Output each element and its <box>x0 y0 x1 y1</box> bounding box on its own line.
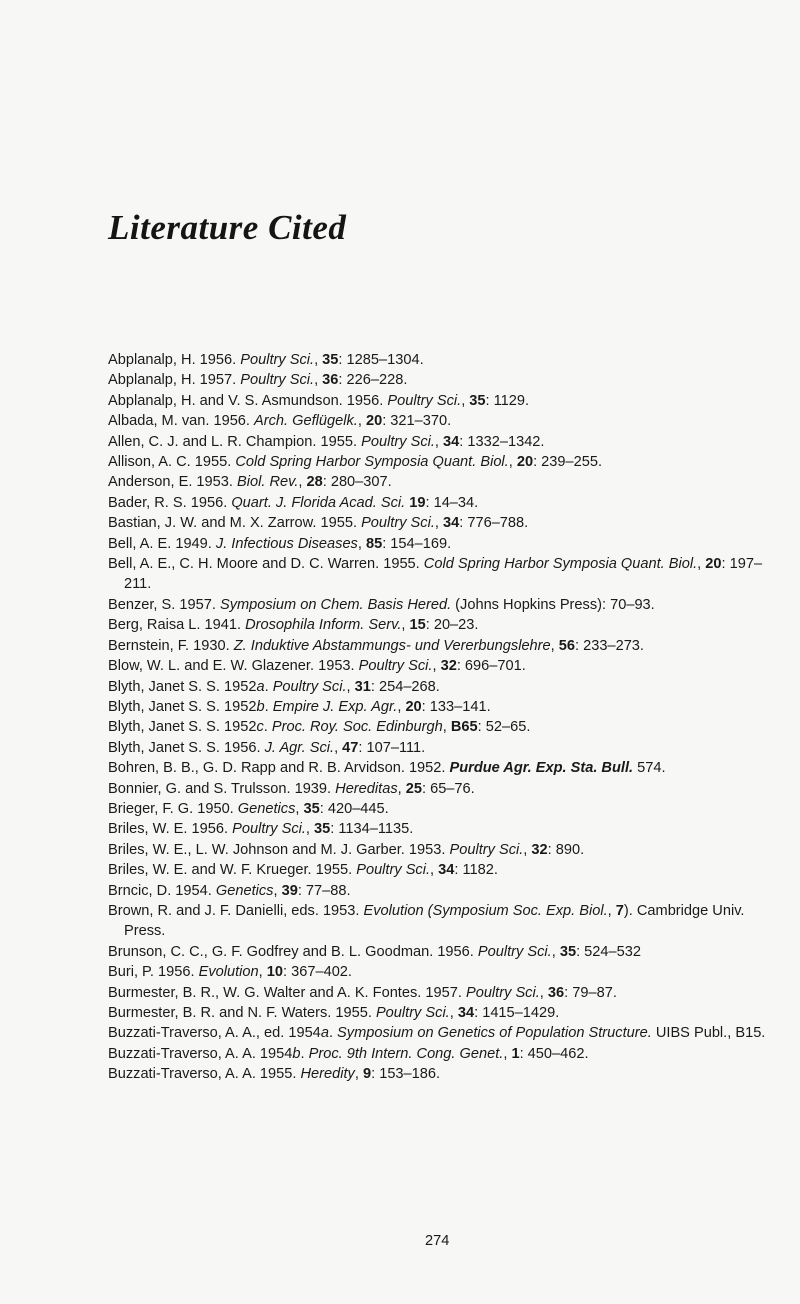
reference-text: : 154–169. <box>382 535 452 552</box>
reference-entry <box>108 615 773 635</box>
reference-text: 36 <box>547 984 565 1001</box>
reference-entry <box>108 432 773 452</box>
reference-text: Poultry Sci. <box>477 943 552 960</box>
reference-text: Drosophila Inform. Serv. <box>245 617 402 634</box>
reference-text: Abplanalp, H. 1957. <box>108 372 241 389</box>
reference-text: Poultry Sci. <box>449 841 524 858</box>
reference-text: Proc. Roy. Soc. Edinburgh <box>271 719 443 736</box>
reference-text: : 450–462. <box>519 1045 589 1062</box>
reference-text: , <box>305 821 315 838</box>
reference-text: Symposium on Genetics of Population Structure. <box>337 1025 652 1042</box>
reference-text: Purdue Agr. Exp. Sta. Bull. <box>449 760 634 777</box>
reference-entry <box>108 758 773 778</box>
reference-entry <box>108 595 773 615</box>
reference-text: Poultry Sci. <box>272 678 347 695</box>
reference-text: , <box>523 841 532 858</box>
reference-text: 47 <box>342 739 359 756</box>
reference-text: 35 <box>314 821 331 838</box>
reference-entry <box>108 493 773 513</box>
reference-text: Blyth, Janet S. S. 1956. <box>108 739 265 756</box>
reference-entry <box>108 350 773 370</box>
reference-text: c <box>256 719 264 736</box>
reference-text: , <box>551 943 560 960</box>
reference-text: Empire J. Exp. Agr. <box>272 698 398 715</box>
reference-text: Genetics <box>215 882 274 899</box>
reference-text: 85 <box>365 535 383 552</box>
reference-text: 34 <box>438 862 455 879</box>
reference-text: Briles, W. E., L. W. Johnson and M. J. Garber. 1953. <box>108 841 450 858</box>
reference-text: 35 <box>469 392 486 409</box>
reference-text: Poultry Sci. <box>358 658 433 675</box>
reference-text: Briles, W. E. and W. F. Krueger. 1955. <box>108 862 357 879</box>
reference-text: Proc. 9th Intern. Cong. Genet. <box>308 1045 504 1062</box>
reference-text: . <box>264 698 273 715</box>
reference-entry <box>108 840 773 860</box>
reference-text: Biol. Rev. <box>237 474 299 491</box>
reference-text: , <box>461 392 470 409</box>
reference-text: Poultry Sci. <box>232 821 306 838</box>
reference-text: Anderson, E. 1953. <box>108 474 237 491</box>
reference-text: : 239–255. <box>533 454 603 471</box>
reference-text: Buzzati-Traverso, A. A. 1955. <box>108 1066 301 1083</box>
reference-entry <box>108 554 773 595</box>
reference-text: . <box>264 678 273 695</box>
reference-text: : 226–228. <box>338 372 408 389</box>
reference-text: Poultry Sci. <box>465 984 540 1001</box>
reference-entry <box>108 697 773 717</box>
reference-text: Poultry Sci. <box>240 352 315 368</box>
reference-text: , <box>354 1066 363 1083</box>
reference-text: Blyth, Janet S. S. 1952 <box>108 719 257 736</box>
reference-text: , <box>449 1005 458 1021</box>
reference-entry <box>108 370 773 390</box>
reference-text: : 77–88. <box>297 882 351 899</box>
reference-list <box>108 350 773 1085</box>
reference-text: , <box>697 556 706 573</box>
reference-text: : 1182. <box>454 862 498 879</box>
reference-text: : 321–370. <box>382 413 452 430</box>
reference-text: Albada, M. van. 1956. <box>108 413 255 430</box>
page-number: 274 <box>425 1233 450 1249</box>
reference-text: , <box>314 372 323 389</box>
reference-text: : 153–186. <box>371 1066 441 1083</box>
reference-text: : 367–402. <box>283 964 352 981</box>
reference-text: : 1332–1342. <box>459 433 545 450</box>
reference-text: Brown, R. and J. F. Danielli, eds. 1953. <box>108 902 364 919</box>
reference-text: Cold Spring Harbor Symposia Quant. Biol. <box>235 454 509 471</box>
reference-text: Poultry Sci. <box>361 433 435 450</box>
reference-text: , <box>430 862 439 879</box>
reference-text: Benzer, S. 1957. <box>108 596 220 613</box>
reference-text: 20 <box>365 413 383 430</box>
reference-text: Allison, A. C. 1955. <box>108 454 236 471</box>
reference-text: Berg, Raisa L. 1941. <box>108 617 246 634</box>
reference-text: : 1129. <box>485 392 530 409</box>
reference-text: 15 <box>409 617 426 634</box>
reference-text: Bastian, J. W. and M. X. Zarrow. 1955. <box>108 515 362 532</box>
reference-text: Blow, W. L. and E. W. Glazener. 1953. <box>108 658 359 675</box>
reference-text: J. Infectious Diseases <box>215 535 358 552</box>
reference-text: 574. <box>633 760 666 777</box>
reference-text: 32 <box>531 841 548 858</box>
reference-text: Briles, W. E. 1956. <box>108 821 233 838</box>
reference-entry <box>108 717 773 737</box>
reference-text: Abplanalp, H. 1956. <box>108 352 241 368</box>
reference-text: 39 <box>281 882 298 899</box>
reference-text: Symposium on Chem. Basis Hered. <box>219 596 452 613</box>
reference-text: Brncic, D. 1954. <box>108 882 216 899</box>
reference-entry <box>108 799 773 819</box>
reference-entry <box>108 677 773 697</box>
reference-text: Z. Induktive Abstammungs- und Vererbungslehre <box>233 637 551 654</box>
reference-text: Quart. J. Florida Acad. Sci. <box>231 494 406 511</box>
reference-text: , <box>401 617 410 634</box>
reference-text: , <box>314 352 323 368</box>
reference-entry <box>108 472 773 492</box>
reference-text: , <box>550 637 559 654</box>
reference-text: Cold Spring Harbor Symposia Quant. Biol. <box>423 556 698 573</box>
reference-text: (Johns Hopkins Press): 70–93. <box>451 596 655 613</box>
reference-text: : 524–532 <box>576 943 641 960</box>
reference-text: 34 <box>443 433 460 450</box>
reference-text: Bell, A. E. 1949. <box>108 535 216 552</box>
reference-text: : 233–273. <box>575 637 644 654</box>
reference-entry <box>108 636 773 656</box>
reference-text: , <box>434 433 444 450</box>
reference-text: : 52–65. <box>477 719 531 736</box>
reference-text: J. Agr. Sci. <box>264 739 335 756</box>
reference-entry <box>108 819 773 839</box>
reference-text: : 1285–1304. <box>338 352 424 368</box>
reference-text: 35 <box>303 800 320 817</box>
reference-entry <box>108 1023 773 1043</box>
reference-text: : 79–87. <box>564 984 617 1001</box>
reference-text: : 1134–1135. <box>330 821 414 838</box>
reference-text: Bader, R. S. 1956. <box>108 494 232 511</box>
reference-text: 34 <box>457 1005 475 1021</box>
reference-text: b <box>292 1045 301 1062</box>
reference-text: : 107–111. <box>358 739 426 756</box>
reference-text: Burmester, B. R. and N. F. Waters. 1955. <box>108 1005 376 1021</box>
reference-text: , <box>295 800 304 817</box>
reference-text: 35 <box>559 943 577 960</box>
reference-text: 25 <box>405 780 422 797</box>
reference-text: Poultry Sci. <box>240 372 315 389</box>
reference-text: Poultry Sci. <box>356 862 431 879</box>
reference-text: : 14–34. <box>425 494 479 511</box>
reference-text: Heredity <box>300 1066 355 1083</box>
reference-text: , <box>607 902 616 919</box>
reference-entry <box>108 534 773 554</box>
reference-text: , <box>258 964 267 981</box>
reference-entry <box>108 513 773 533</box>
reference-entry <box>108 860 773 880</box>
reference-text: Brieger, F. G. 1950. <box>108 800 238 817</box>
reference-text: Abplanalp, H. and V. S. Asmundson. 1956. <box>108 392 388 409</box>
reference-text: Allen, C. J. and L. R. Champion. 1955. <box>108 433 362 450</box>
reference-text: Bell, A. E., C. H. Moore and D. C. Warren. 1955. <box>108 556 424 573</box>
reference-text: Buzzati-Traverso, A. A. 1954 <box>108 1045 293 1062</box>
reference-text: Evolution <box>198 964 259 981</box>
reference-entry <box>108 881 773 901</box>
reference-text: 34 <box>443 515 460 532</box>
reference-text: Blyth, Janet S. S. 1952 <box>108 698 257 715</box>
reference-text: Genetics <box>237 800 296 817</box>
reference-text: : 254–268. <box>370 678 440 695</box>
reference-text: Bonnier, G. and S. Trulsson. 1939. <box>108 780 336 797</box>
reference-entry <box>108 779 773 799</box>
reference-text: , <box>397 780 406 797</box>
reference-text: : 890. <box>547 841 585 858</box>
reference-text: 9 <box>362 1066 372 1083</box>
reference-text: Hereditas <box>335 780 398 797</box>
reference-text: Poultry Sci. <box>375 1005 450 1021</box>
reference-entry <box>108 1003 773 1023</box>
reference-entry <box>108 391 773 411</box>
reference-text: 35 <box>322 352 339 368</box>
reference-text: , <box>539 984 548 1001</box>
reference-text: a <box>256 678 265 695</box>
reference-entry <box>108 656 773 676</box>
reference-text: 28 <box>306 474 323 491</box>
reference-text: Burmester, B. R., W. G. Walter and A. K. Fontes. 1957. <box>108 984 466 1001</box>
reference-entry <box>108 411 773 431</box>
reference-text: , <box>298 474 307 491</box>
reference-text: : 133–141. <box>421 698 491 715</box>
reference-text: Bohren, B. B., G. D. Rapp and R. B. Arvidson. 1952. <box>108 760 450 777</box>
reference-text: , <box>334 739 343 756</box>
reference-text: Evolution (Symposium Soc. Exp. Biol. <box>363 902 608 919</box>
reference-entry <box>108 901 773 942</box>
reference-entry <box>108 452 773 472</box>
reference-text: 20 <box>516 454 534 471</box>
reference-text: Arch. Geflügelk. <box>254 413 358 430</box>
reference-text: , <box>357 535 366 552</box>
reference-text: , <box>434 515 443 532</box>
reference-text: . <box>263 719 272 736</box>
reference-text: 1 <box>511 1045 520 1062</box>
reference-entry <box>108 738 773 758</box>
reference-text: 20 <box>705 556 722 573</box>
reference-text: . <box>300 1045 309 1062</box>
reference-text: , <box>273 882 282 899</box>
reference-text: , <box>346 678 355 695</box>
reference-text: 56 <box>558 637 575 654</box>
reference-text: : 197–211. <box>124 556 763 593</box>
reference-text: , <box>503 1045 512 1062</box>
reference-entry <box>108 962 773 982</box>
reference-text: , <box>397 698 406 715</box>
reference-text: : 776–788. <box>459 515 529 532</box>
reference-text: : 65–76. <box>421 780 475 797</box>
reference-text: Bernstein, F. 1930. <box>108 637 234 654</box>
reference-text: : 1415–1429. <box>474 1005 560 1021</box>
reference-text: Buzzati-Traverso, A. A., ed. 1954 <box>108 1025 321 1042</box>
reference-text: : 20–23. <box>425 617 479 634</box>
reference-text: 19 <box>409 494 426 511</box>
reference-text: Buri, P. 1956. <box>108 964 199 981</box>
reference-text: 10 <box>266 964 283 981</box>
page-title: Literature Cited <box>108 208 347 247</box>
reference-text: ). Cambridge Univ. Press. <box>124 902 745 940</box>
reference-text: , <box>508 454 517 471</box>
reference-text: 32 <box>440 658 457 675</box>
reference-text: . <box>328 1025 338 1042</box>
reference-text: , <box>432 658 441 675</box>
reference-text: : 420–445. <box>319 800 389 817</box>
reference-entry <box>108 1044 773 1064</box>
reference-text: B65 <box>450 719 478 736</box>
reference-text: Poultry Sci. <box>361 515 435 532</box>
reference-text: : 696–701. <box>456 658 526 675</box>
reference-text: Poultry Sci. <box>387 392 462 409</box>
reference-text: 7 <box>615 902 624 919</box>
reference-text: 36 <box>322 372 339 389</box>
reference-text: , <box>357 413 366 430</box>
reference-entry <box>108 942 773 962</box>
reference-text: Brunson, C. C., G. F. Godfrey and B. L. Goodman. 1956. <box>108 943 478 960</box>
reference-text: Blyth, Janet S. S. 1952 <box>108 678 257 695</box>
reference-text: a <box>320 1025 329 1042</box>
reference-text: 20 <box>405 698 422 715</box>
reference-text: : 280–307. <box>322 474 392 491</box>
reference-text: UIBS Publ., B15. <box>651 1025 766 1042</box>
reference-entry <box>108 1064 773 1084</box>
reference-text: , <box>442 719 451 736</box>
reference-entry <box>108 983 773 1003</box>
reference-text: 31 <box>354 678 371 695</box>
reference-text: b <box>256 698 265 715</box>
